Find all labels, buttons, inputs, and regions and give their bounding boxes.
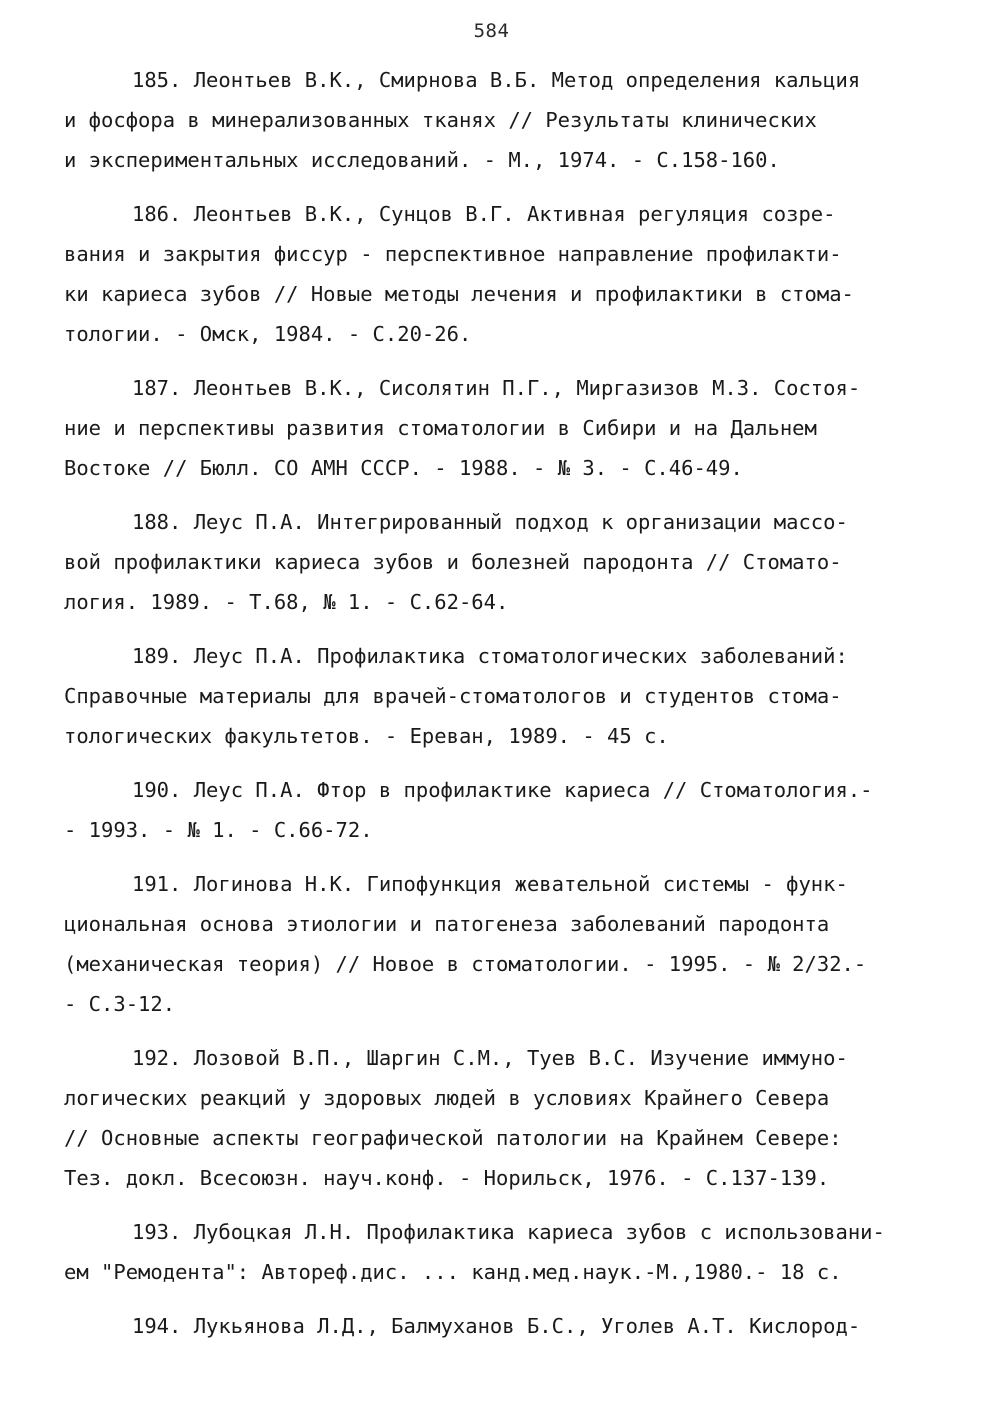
reference-entry-line: - 1993. - № 1. - С.66-72. — [64, 818, 373, 842]
reference-entry-first-line: 186. Леонтьев В.К., Сунцов В.Г. Активная регуляция созре- — [132, 202, 836, 226]
reference-entry — [64, 1038, 944, 1198]
reference-entry — [64, 636, 944, 756]
reference-entry-line: ние и перспективы развития стоматологии в Сибири и на Дальнем — [64, 416, 817, 440]
reference-entry — [64, 770, 944, 850]
reference-entry-first-line: 188. Леус П.А. Интегрированный подход к организации массо- — [132, 510, 848, 534]
reference-entry-first-line: 190. Леус П.А. Фтор в профилактике кариеса // Стоматология.- — [132, 778, 873, 802]
reference-entry-line: ки кариеса зубов // Новые методы лечения и профилактики в стома- — [64, 282, 854, 306]
reference-entry-line: циональная основа этиологии и патогенеза заболеваний пародонта — [64, 912, 830, 936]
reference-entry-first-line: 187. Леонтьев В.К., Сисолятин П.Г., Миргазизов М.З. Состоя- — [132, 376, 861, 400]
reference-entry-line: тологических факультетов. - Ереван, 1989. - 45 с. — [64, 724, 669, 748]
page-number: 584 — [473, 20, 510, 42]
reference-entry-line: логия. 1989. - Т.68, № 1. - С.62-64. — [64, 590, 509, 614]
reference-entry-line: тологии. - Омск, 1984. - С.20-26. — [64, 322, 472, 346]
reference-entry-first-line: 189. Леус П.А. Профилактика стоматологических заболеваний: — [132, 644, 848, 668]
reference-entry-line: Востоке // Бюлл. СО АМН СССР. - 1988. - № 3. - С.46-49. — [64, 456, 743, 480]
reference-entry-first-line: 185. Леонтьев В.К., Смирнова В.Б. Метод определения кальция — [132, 68, 861, 92]
reference-entry-first-line: 193. Лубоцкая Л.Н. Профилактика кариеса зубов с использовани- — [132, 1220, 885, 1244]
reference-entry — [64, 864, 944, 1024]
reference-list — [64, 60, 944, 1360]
reference-entry-line: (механическая теория) // Новое в стоматологии. - 1995. - № 2/32.- — [64, 952, 867, 976]
reference-entry — [64, 1306, 944, 1346]
reference-entry-line: Справочные материалы для врачей-стоматологов и студентов стома- — [64, 684, 842, 708]
reference-entry-first-line: 191. Логинова Н.К. Гипофункция жевательной системы - функ- — [132, 872, 848, 896]
reference-entry-line: вания и закрытия фиссур - перспективное направление профилакти- — [64, 242, 842, 266]
reference-entry-first-line: 192. Лозовой В.П., Шаргин С.М., Туев В.С. Изучение иммуно- — [132, 1046, 848, 1070]
reference-entry — [64, 368, 944, 488]
reference-entry-line: и экспериментальных исследований. - М., 1974. - С.158-160. — [64, 148, 780, 172]
reference-entry — [64, 1212, 944, 1292]
reference-entry-line: и фосфора в минерализованных тканях // Результаты клинических — [64, 108, 817, 132]
reference-entry-line: вой профилактики кариеса зубов и болезней пародонта // Стомато- — [64, 550, 842, 574]
reference-entry-line: Тез. докл. Всесоюзн. науч.конф. - Норильск, 1976. - С.137-139. — [64, 1166, 830, 1190]
reference-entry-line: // Основные аспекты географической патологии на Крайнем Севере: — [64, 1126, 842, 1150]
reference-entry-line: логических реакций у здоровых людей в условиях Крайнего Севера — [64, 1086, 830, 1110]
reference-entry — [64, 502, 944, 622]
reference-entry — [64, 194, 944, 354]
reference-entry-line: ем "Ремодента": Автореф.дис. ... канд.мед.наук.-М.,1980.- 18 с. — [64, 1260, 842, 1284]
reference-entry-line: - С.3-12. — [64, 992, 176, 1016]
reference-entry-first-line: 194. Лукьянова Л.Д., Балмуханов Б.С., Уголев А.Т. Кислород- — [132, 1314, 861, 1338]
reference-entry — [64, 60, 944, 180]
